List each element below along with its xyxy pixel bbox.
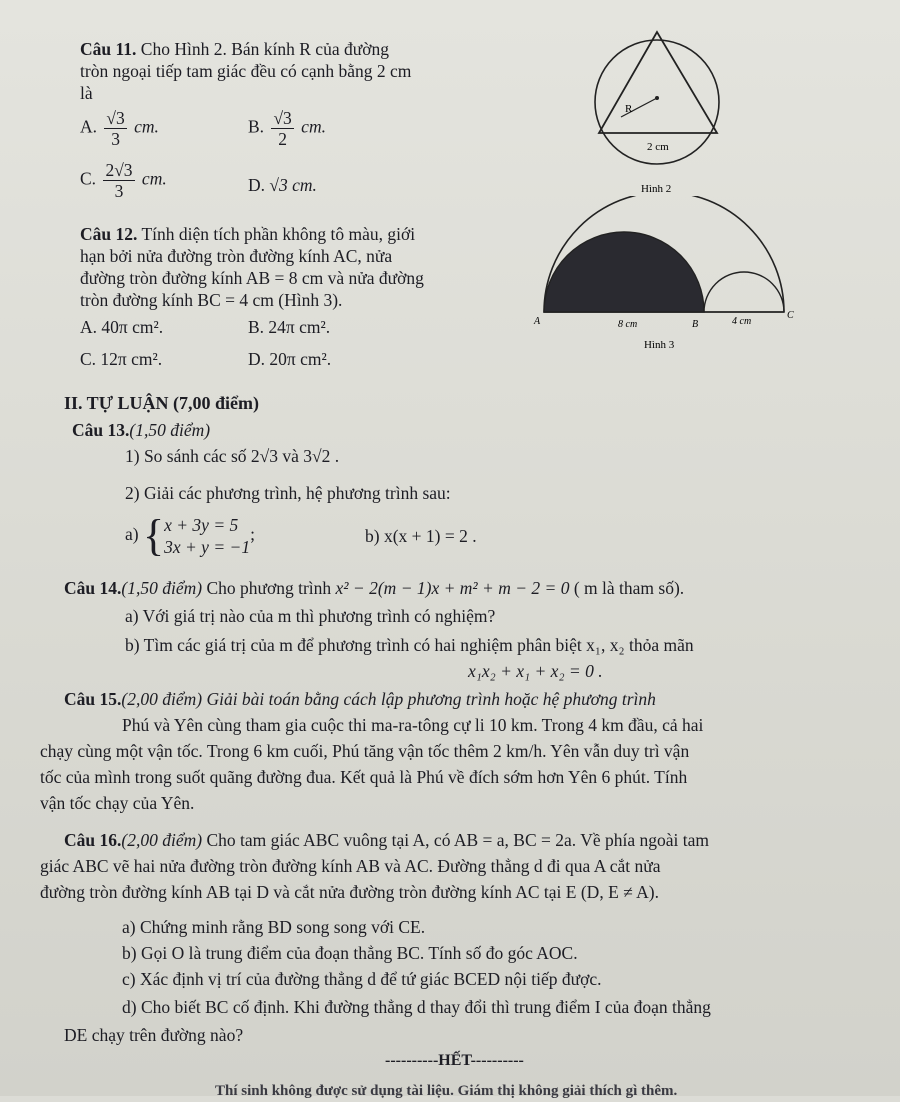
figure-3 [532, 196, 802, 366]
fraction: $\frac{√3}{3}$ [106, 108, 125, 149]
q15-line2: chạy cùng một vận tốc. Trong 6 km cuối, Phú tăng vận tốc thêm 2 km/h. Yên vẫn duy trì vận [40, 741, 690, 761]
side-label: 2 cm [647, 141, 669, 153]
q11-label: Câu 11. [80, 39, 137, 59]
q14-heading: Câu 14.(1,50 điểm) Cho phương trình x² − 2(m − 1)x + m² + m − 2 = 0 ( m là tham số). [64, 578, 685, 598]
length-ab-label: 8 cm [618, 319, 638, 330]
q12-line2: hạn bởi nửa đường tròn đường kính AC, nửa [80, 246, 393, 266]
q13-part-b: b) x(x + 1) = 2 . [365, 526, 477, 546]
end-marker: ----------HẾT---------- [385, 1052, 524, 1069]
semicircle-bc [704, 272, 784, 312]
q16-part-c: c) Xác định vị trí của đường thẳng d để tứ giác BCED nội tiếp được. [122, 969, 602, 989]
footer-note: Thí sinh không được sử dụng tài liệu. Giám thị không giải thích gì thêm. [215, 1083, 678, 1099]
point-a-label: A [534, 316, 541, 327]
q12-option-d: D. 20π cm². [248, 349, 332, 369]
q16-line2: giác ABC vẽ hai nửa đường tròn đường kính AB và AC. Đường thẳng d đi qua A cắt nửa [40, 856, 661, 876]
q15-line1: Phú và Yên cùng tham gia cuộc thi ma-ra-tông cự li 10 km. Trong 4 km đầu, cả hai [122, 715, 704, 735]
q11-option-b: B. $\frac{√3}{2}$ cm. [248, 108, 326, 149]
semicircle-ab-shaded [544, 232, 704, 312]
q11-option-d: D. √3 cm. [248, 175, 317, 195]
q14-part-a: a) Với giá trị nào của m thì phương trình có nghiệm? [125, 606, 496, 626]
radius-label: R [625, 103, 633, 115]
left-brace: { [142, 510, 165, 560]
q12-option-a: A. 40π cm². [80, 317, 164, 337]
q13-heading: Câu 13.(1,50 điểm) [72, 420, 211, 440]
figure-2-caption: Hình 2 [641, 183, 672, 195]
section-heading: II. TỰ LUẬN (7,00 điểm) [64, 393, 260, 413]
q12-line4: tròn đường kính BC = 4 cm (Hình 3). [80, 290, 343, 310]
point-b-label: B [692, 319, 699, 330]
fraction: $\frac{√3}{2}$ [273, 108, 292, 149]
q12-label: Câu 12. [80, 224, 138, 244]
q12-option-b: B. 24π cm². [248, 317, 331, 337]
q12-option-c: C. 12π cm². [80, 349, 163, 369]
q11-option-a: A. $\frac{√3}{3}$ cm. [80, 108, 159, 149]
length-bc-label: 4 cm [732, 316, 752, 327]
q11-line2: tròn ngoại tiếp tam giác đều có cạnh bằng 2 cm [80, 61, 412, 81]
q13-part2: 2) Giải các phương trình, hệ phương trình sau: [125, 483, 451, 503]
q16-part-d: d) Cho biết BC cố định. Khi đường thẳng d thay đổi thì trung điểm I của đoạn thẳng [122, 997, 711, 1017]
q14-part-b: b) Tìm các giá trị của m để phương trình có hai nghiệm phân biệt x₁, x₂ thỏa mãn [125, 635, 694, 655]
q12-line1: Câu 12. Tính diện tích phần không tô màu, giới [80, 224, 416, 244]
q11-option-c: C. $\frac{2√3}{3}$ cm. [80, 160, 167, 201]
fraction: $\frac{2√3}{3}$ [105, 160, 133, 201]
q15-line4: vận tốc chạy của Yên. [40, 793, 195, 813]
q16-part-d-cont: DE chạy trên đường nào? [64, 1025, 244, 1045]
q13-part-a: a) { x + 3y = 5 3x + y = −1 ; [125, 510, 255, 560]
figure-3-caption: Hình 3 [644, 339, 675, 351]
q16-line3: đường tròn đường kính AB tại D và cắt nửa đường tròn đường kính AC tại E (D, E ≠ A). [40, 882, 659, 902]
figure-2 [585, 20, 735, 200]
q16-part-a: a) Chứng minh rằng BD song song với CE. [122, 917, 426, 937]
q15-line3: tốc của mình trong suốt quãng đường đua. Kết quả là Phú về đích sớm hơn Yên 6 phút. Tính [40, 767, 688, 787]
q14-condition: x₁x₂ + x₁ + x₂ = 0 . [468, 661, 603, 681]
q12-line3: đường tròn đường kính AB = 8 cm và nửa đường [80, 268, 424, 288]
q16-part-b: b) Gọi O là trung điểm của đoạn thẳng BC. Tính số đo góc AOC. [122, 943, 578, 963]
point-c-label: C [787, 310, 794, 321]
equation-system: x + 3y = 5 3x + y = −1 [164, 514, 251, 557]
q16-heading: Câu 16.(2,00 điểm) Cho tam giác ABC vuông tại A, có AB = a, BC = 2a. Về phía ngoài tam [64, 830, 709, 850]
q15-heading: Câu 15.(2,00 điểm) Giải bài toán bằng cách lập phương trình hoặc hệ phương trình [64, 689, 656, 709]
center-point [655, 96, 659, 100]
q11-line1: Câu 11. Cho Hình 2. Bán kính R của đường [80, 39, 389, 59]
equilateral-triangle [599, 32, 717, 133]
q13-part1: 1) So sánh các số 2√3 và 3√2 . [125, 446, 340, 466]
q11-line3: là [80, 83, 93, 103]
